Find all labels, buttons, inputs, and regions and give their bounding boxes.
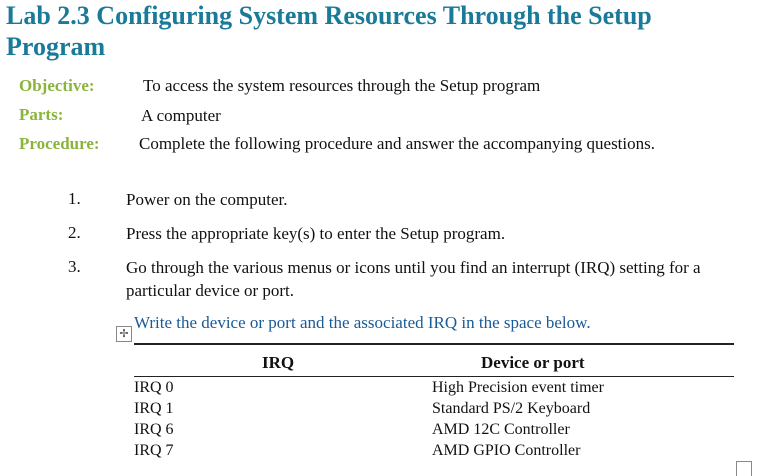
step-number: 3. bbox=[68, 257, 81, 276]
page-title: Lab 2.3 Configuring System Resources Through the Setup Program bbox=[6, 1, 652, 61]
table-cell-irq: IRQ 6 bbox=[134, 421, 174, 438]
procedure-label: Procedure: bbox=[19, 134, 100, 153]
table-header-device: Device or port bbox=[481, 353, 585, 372]
table-cell-device: High Precision event timer bbox=[432, 379, 604, 396]
table-header-irq: IRQ bbox=[262, 353, 295, 372]
table-cell-irq: IRQ 7 bbox=[134, 442, 174, 459]
step-text: Go through the various menus or icons until you find an interrupt (IRQ) setting for a particular device or port. bbox=[126, 258, 701, 300]
step-number: 1. bbox=[68, 189, 81, 208]
table-top-rule bbox=[134, 343, 734, 345]
parts-label: Parts: bbox=[19, 105, 64, 124]
step-number: 2. bbox=[68, 223, 81, 242]
step-text: Press the appropriate key(s) to enter the Setup program. bbox=[126, 224, 506, 243]
resize-handle[interactable] bbox=[736, 461, 752, 476]
table-cell-device: AMD GPIO Controller bbox=[432, 442, 581, 459]
objective-label: Objective: bbox=[19, 76, 95, 95]
move-icon[interactable]: ✢ bbox=[116, 326, 132, 342]
table-cell-device: AMD 12C Controller bbox=[432, 421, 570, 438]
objective-value: To access the system resources through the Setup program bbox=[143, 76, 541, 95]
instruction-text: Write the device or port and the associated IRQ in the space below. bbox=[134, 313, 591, 332]
procedure-value: Complete the following procedure and answer the accompanying questions. bbox=[139, 134, 655, 153]
parts-value: A computer bbox=[141, 106, 221, 125]
table-cell-device: Standard PS/2 Keyboard bbox=[432, 400, 591, 417]
table-cell-irq: IRQ 1 bbox=[134, 400, 174, 417]
step-text: Power on the computer. bbox=[126, 190, 288, 209]
table-cell-irq: IRQ 0 bbox=[134, 379, 174, 396]
